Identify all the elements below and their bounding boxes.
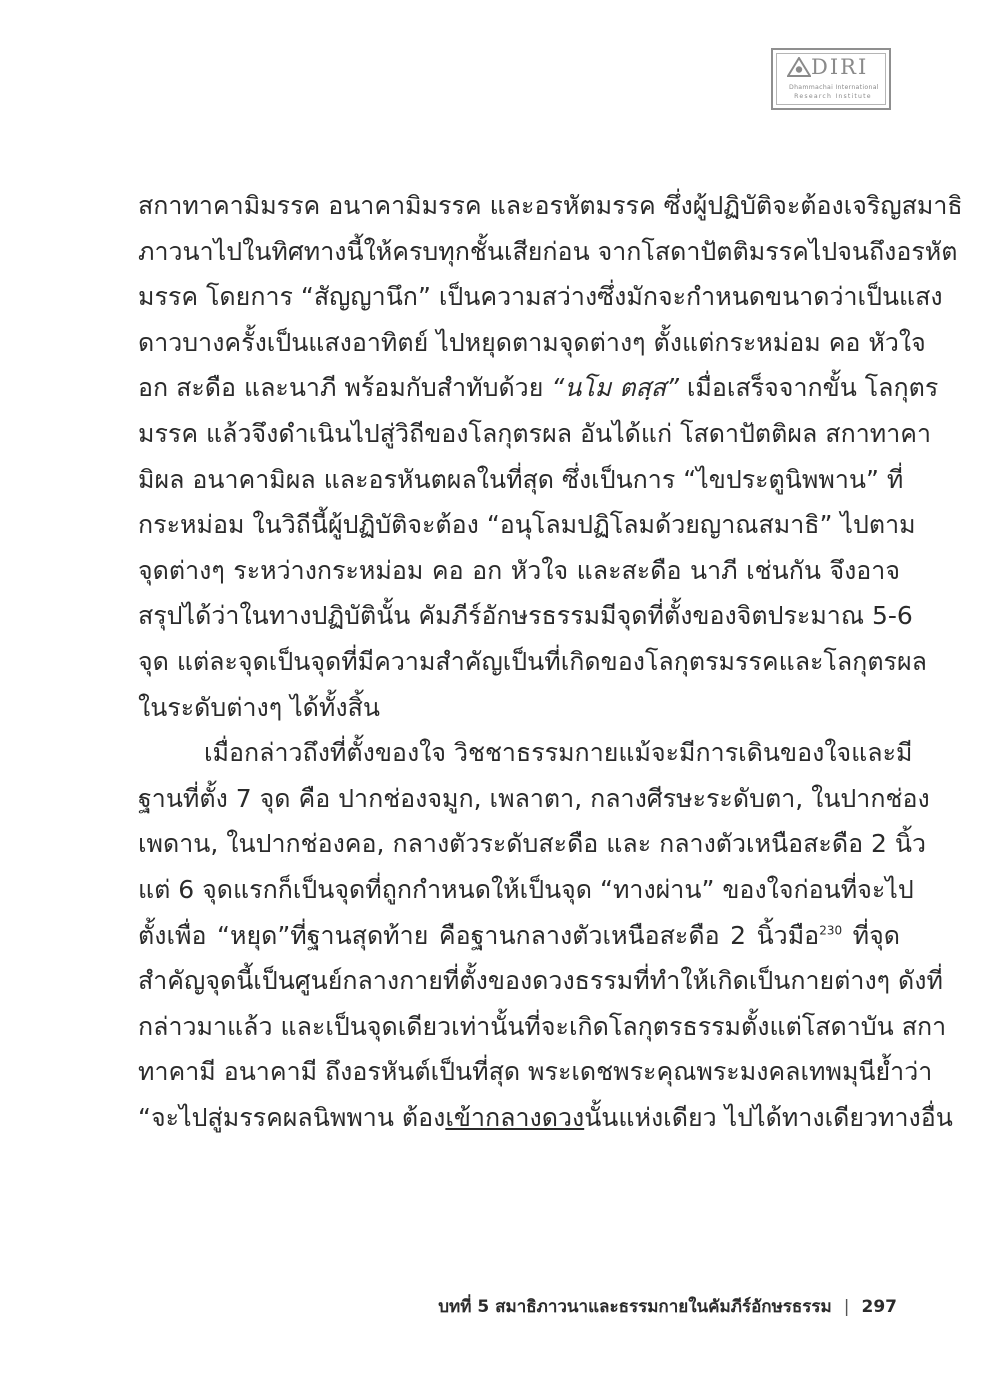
page-number: 297 bbox=[861, 1297, 897, 1317]
text-line: ดาวบางครั้งเป็นแสงอาทิตย์ ไปหยุดตามจุดต่างๆ ตั้งแต่กระหม่อม คอ หัวใจ bbox=[138, 327, 926, 357]
footer-separator: | bbox=[843, 1297, 850, 1317]
logo-subtitle-line1: Dhammachai International bbox=[789, 84, 879, 91]
text-line: สกาทาคามิมรรค อนาคามิมรรค และอรหัตมรรค ซึ่งผู้ปฏิบัติจะต้องเจริญสมาธิ bbox=[138, 191, 963, 220]
text-line: เพดาน, ในปากช่องคอ, กลางตัวระดับสะดือ และ กลางตัวเหนือสะดือ 2 นิ้ว bbox=[138, 829, 927, 859]
triangle-lotus-icon bbox=[787, 57, 811, 77]
chapter-title: บทที่ 5 สมาธิภาวนาและธรรมกายในคัมภีร์อักษรธรรม bbox=[438, 1297, 832, 1317]
diri-logo bbox=[771, 48, 891, 110]
text-line: มรรค แล้วจึงดำเนินไปสู่วิถีของโลกุตรผล อันได้แก่ โสดาปัตติผล สกาทาคา bbox=[138, 418, 932, 448]
text-line: สำคัญจุดนี้เป็นศูนย์กลางกายที่ตั้งของดวงธรรมที่ทำให้เกิดเป็นกายต่างๆ ดังที่ bbox=[138, 966, 943, 996]
text-line: จุดต่างๆ ระหว่างกระหม่อม คอ อก หัวใจ และสะดือ นาภี เช่นกัน จึงอาจ bbox=[138, 555, 900, 585]
logo-wordmark: DIRI bbox=[811, 55, 869, 79]
text-segment: อก สะดือ และนาภี พร้อมกับสำทับด้วย bbox=[138, 373, 552, 403]
paragraph-first-line: เมื่อกล่าวถึงที่ตั้งของใจ วิชชาธรรมกายแม้จะมีการเดินของใจและมี bbox=[204, 738, 913, 768]
text-line: ภาวนาไปในทิศทางนี้ให้ครบทุกชั้นเสียก่อน จากโสดาปัตติมรรคไปจนถึงอรหัต bbox=[138, 236, 958, 266]
text-segment: นั้นแห่งเดียว ไปได้ทางเดียวทางอื่น bbox=[584, 1102, 953, 1132]
footnote-marker[interactable]: 230 bbox=[819, 923, 843, 938]
text-line bbox=[138, 913, 900, 959]
text-line: มิผล อนาคามิผล และอรหันตผลในที่สุด ซึ่งเป็นการ “ไขประตูนิพพาน” ที่ bbox=[138, 464, 904, 494]
logo-subtitle-line2: Research Institute bbox=[794, 93, 872, 100]
text-line: กระหม่อม ในวิถีนี้ผู้ปฏิบัติจะต้อง “อนุโลมปฏิโลมด้วยญาณสมาธิ” ไปตาม bbox=[138, 510, 916, 540]
text-segment: ตั้งเพื่อ “หยุด”ที่ฐานสุดท้าย คือฐานกลางตัวเหนือสะดือ 2 นิ้วมือ bbox=[138, 920, 820, 950]
text-line: แต่ 6 จุดแรกก็เป็นจุดที่ถูกกำหนดให้เป็นจุด “ทางผ่าน” ของใจก่อนที่จะไป bbox=[138, 874, 914, 904]
text-segment: “จะไปสู่มรรคผลนิพพาน ต้อง bbox=[138, 1102, 446, 1132]
underlined-phrase: เข้ากลางดวง bbox=[445, 1102, 585, 1132]
text-line: สรุปได้ว่าในทางปฏิบัตินั้น คัมภีร์อักษรธรรมมีจุดที่ตั้งของจิตประมาณ 5-6 bbox=[138, 601, 913, 631]
text-line: มรรค โดยการ “สัญญานึก” เป็นความสว่างซึ่งมักจะกำหนดขนาดว่าเป็นแสง bbox=[138, 282, 943, 312]
text-line: ในระดับต่างๆ ได้ทั้งสิ้น bbox=[138, 692, 380, 722]
text-line bbox=[138, 1095, 953, 1141]
page-footer bbox=[438, 1293, 897, 1320]
text-line bbox=[138, 365, 939, 411]
text-segment: เมื่อเสร็จจากขั้น โลกุตร bbox=[678, 373, 939, 403]
text-segment: ที่จุด bbox=[842, 920, 901, 950]
pali-phrase: “นโม ตสฺส” bbox=[551, 373, 679, 403]
body-text bbox=[138, 183, 963, 1140]
text-line: จุด แต่ละจุดเป็นจุดที่มีความสำคัญเป็นที่เกิดของโลกุตรมรรคและโลกุตรผล bbox=[138, 646, 927, 676]
text-line: ฐานที่ตั้ง 7 จุด คือ ปากช่องจมูก, เพลาตา, กลางศีรษะระดับตา, ในปากช่อง bbox=[138, 783, 930, 813]
text-line: กล่าวมาแล้ว และเป็นจุดเดียวเท่านั้นที่จะเกิดโลกุตรธรรมตั้งแต่โสดาบัน สกา bbox=[138, 1011, 947, 1041]
text-line: ทาคามี อนาคามี ถึงอรหันต์เป็นที่สุด พระเดชพระคุณพระมงคลเทพมุนีย้ำว่า bbox=[138, 1057, 933, 1087]
